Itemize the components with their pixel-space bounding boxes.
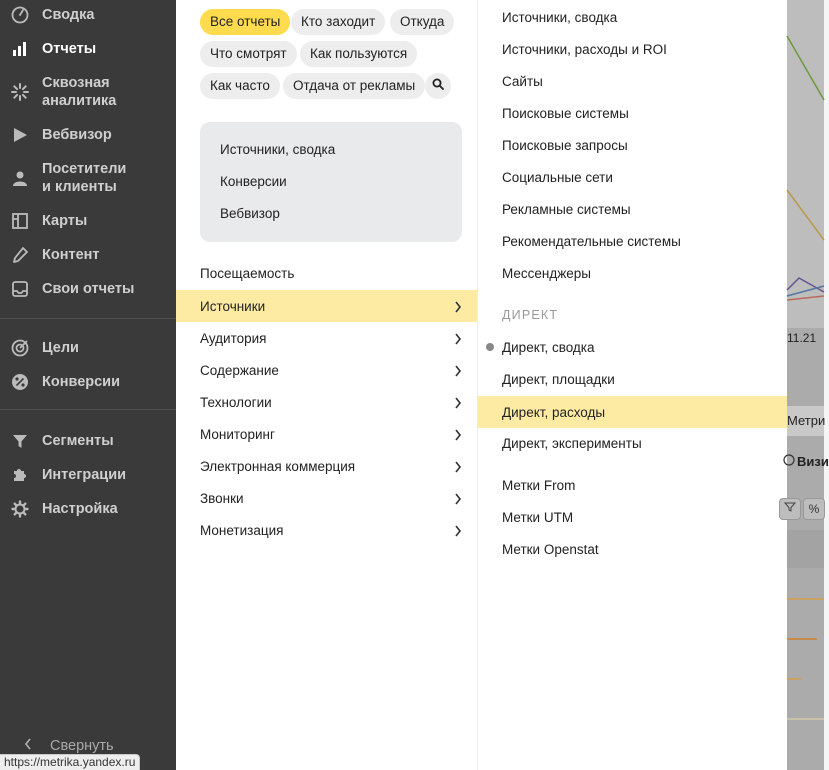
- report-link[interactable]: [478, 225, 788, 257]
- report-label: Директ, расходы: [502, 404, 606, 420]
- sidebar-item-label: Конверсии: [42, 374, 121, 390]
- category-label: Электронная коммерция: [200, 458, 356, 474]
- sidebar-item-label: Сквозная аналитика: [42, 75, 117, 109]
- favorite-item[interactable]: Источники, сводка: [220, 142, 336, 157]
- category-label: Посещаемость: [200, 265, 295, 281]
- report-link[interactable]: [478, 193, 788, 225]
- sidebar-divider: [0, 409, 176, 410]
- category-technologies[interactable]: [176, 386, 477, 418]
- report-label: Поисковые запросы: [502, 137, 628, 153]
- report-link-direct-sites[interactable]: [478, 363, 788, 395]
- report-link[interactable]: [478, 129, 788, 161]
- sidebar-item-segments[interactable]: [0, 431, 176, 451]
- report-link-tags-utm[interactable]: [478, 501, 788, 533]
- percent-icon: [10, 372, 30, 392]
- puzzle-icon: [10, 465, 30, 485]
- chevron-right-icon: [454, 396, 462, 414]
- report-link-direct-summary[interactable]: [478, 331, 788, 363]
- search-icon: [432, 73, 444, 99]
- sidebar-item-label: Интеграции: [42, 467, 127, 483]
- category-label: Технологии: [200, 394, 272, 410]
- background-row-bar: [787, 678, 801, 680]
- report-label: Директ, сводка: [502, 339, 595, 355]
- report-label: Директ, площадки: [502, 371, 615, 387]
- category-label: Содержание: [200, 362, 279, 378]
- chip-ad-return[interactable]: Отдача от рекламы: [283, 73, 425, 99]
- category-calls[interactable]: [176, 482, 477, 514]
- chip-how-often[interactable]: Как часто: [200, 73, 280, 99]
- sidebar-item-label: Посетители и клиенты: [42, 161, 127, 195]
- chevron-right-icon: [454, 524, 462, 542]
- collapse-label: Свернуть: [50, 738, 114, 754]
- category-monitoring[interactable]: [176, 418, 477, 450]
- report-link[interactable]: [478, 65, 788, 97]
- sidebar-item-label: Сводка: [42, 7, 95, 23]
- category-label: Мониторинг: [200, 426, 275, 442]
- chip-who-visits[interactable]: Кто заходит: [291, 9, 385, 35]
- category-label: Звонки: [200, 490, 244, 506]
- report-link[interactable]: [478, 97, 788, 129]
- pencil-icon: [10, 245, 30, 265]
- chevron-right-icon: [454, 460, 462, 478]
- funnel-icon: [779, 498, 801, 520]
- reports-menu-panel: [176, 0, 477, 770]
- category-audience[interactable]: [176, 322, 477, 354]
- gear-icon: [10, 499, 30, 519]
- report-link-tags-from[interactable]: [478, 469, 788, 501]
- chevron-right-icon: [454, 428, 462, 446]
- sidebar-item-integrations[interactable]: [0, 465, 176, 485]
- sidebar-item-reports[interactable]: [0, 39, 176, 59]
- sidebar-item-visitors[interactable]: [0, 159, 176, 197]
- report-label: Сайты: [502, 73, 543, 89]
- report-link-direct-expenses[interactable]: [478, 396, 788, 428]
- background-row-bar: [787, 598, 824, 600]
- search-button[interactable]: [425, 73, 451, 99]
- user-icon: [10, 168, 30, 188]
- report-link[interactable]: [478, 161, 788, 193]
- play-icon: [10, 125, 30, 145]
- chip-all-reports[interactable]: Все отчеты: [200, 9, 290, 35]
- report-background-overlay: [787, 0, 829, 770]
- sidebar-item-end-to-end-analytics[interactable]: [0, 73, 176, 111]
- sidebar-item-label: Свои отчеты: [42, 281, 135, 297]
- report-label: Метки From: [502, 477, 576, 493]
- current-report-dot: [486, 343, 494, 351]
- sidebar-item-label: Цели: [42, 340, 79, 356]
- chip-where-from[interactable]: Откуда: [390, 9, 454, 35]
- report-label: Директ, эксперименты: [502, 435, 642, 451]
- report-label: Поисковые системы: [502, 105, 629, 121]
- target-icon: [10, 338, 30, 358]
- category-content[interactable]: [176, 354, 477, 386]
- chevron-right-icon: [454, 300, 462, 318]
- collapse-sidebar-button[interactable]: [24, 738, 114, 754]
- sidebar-item-label: Отчеты: [42, 41, 97, 57]
- chevron-left-icon: [24, 738, 32, 754]
- sidebar-item-webvisor[interactable]: [0, 125, 176, 145]
- category-label: Аудитория: [200, 330, 267, 346]
- report-label: Рекламные системы: [502, 201, 631, 217]
- inbox-icon: [10, 279, 30, 299]
- chip-how-they-use[interactable]: Как пользуются: [300, 41, 417, 67]
- sidebar-item-summary[interactable]: [0, 5, 176, 25]
- favorites-box: [200, 122, 462, 242]
- category-label: Монетизация: [200, 522, 284, 538]
- background-row-bar: [787, 638, 817, 640]
- report-link[interactable]: [478, 33, 788, 65]
- direct-section-header: ДИРЕКТ: [502, 308, 559, 322]
- report-link[interactable]: [478, 1, 788, 33]
- sidebar-item-label: Настройка: [42, 501, 118, 517]
- sidebar-divider: [0, 318, 176, 319]
- report-label: Рекомендательные системы: [502, 233, 681, 249]
- sidebar-item-settings[interactable]: [0, 499, 176, 519]
- sidebar-item-label: Сегменты: [42, 433, 114, 449]
- category-monetization[interactable]: [176, 514, 477, 546]
- report-label: Источники, расходы и ROI: [502, 41, 667, 57]
- sidebar: [0, 0, 176, 770]
- sidebar-item-maps[interactable]: [0, 211, 176, 231]
- category-ecommerce[interactable]: [176, 450, 477, 482]
- report-label: Метки Openstat: [502, 541, 599, 557]
- report-label: Социальные сети: [502, 169, 613, 185]
- category-label: Источники: [200, 298, 266, 314]
- background-visits-label: Визи: [797, 454, 829, 469]
- sidebar-item-content[interactable]: [0, 245, 176, 265]
- background-visits-header: [783, 454, 829, 469]
- sidebar-item-label: Карты: [42, 213, 88, 229]
- category-sources[interactable]: [176, 290, 477, 322]
- report-label: Метки UTM: [502, 509, 574, 525]
- favorite-item[interactable]: Вебвизор: [220, 206, 280, 221]
- sources-submenu-panel: [477, 0, 787, 770]
- background-row-bar: [787, 718, 824, 720]
- background-date-label: 11.21: [787, 331, 817, 345]
- status-bar-url: https://metrika.yandex.ru: [0, 754, 140, 770]
- category-traffic[interactable]: [176, 257, 477, 289]
- map-grid-icon: [10, 211, 30, 231]
- bar-chart-icon: [10, 39, 30, 59]
- favorite-item[interactable]: Конверсии: [220, 174, 287, 189]
- end-to-end-analytics-icon: [10, 82, 30, 102]
- report-label: Мессенджеры: [502, 265, 591, 281]
- report-link-direct-experiments[interactable]: [478, 427, 788, 459]
- report-label: Источники, сводка: [502, 9, 618, 25]
- filter-icon: [10, 431, 30, 451]
- chip-what-they-view[interactable]: Что смотрят: [200, 41, 297, 67]
- background-percent-button: %: [803, 498, 825, 520]
- sidebar-item-label: Контент: [42, 247, 100, 263]
- info-icon: [783, 454, 795, 469]
- sidebar-item-label: Вебвизор: [42, 127, 112, 143]
- chevron-right-icon: [454, 364, 462, 382]
- chevron-right-icon: [454, 332, 462, 350]
- sidebar-item-conversions[interactable]: [0, 372, 176, 392]
- sidebar-item-goals[interactable]: [0, 338, 176, 358]
- dashboard-gauge-icon: [10, 5, 30, 25]
- background-table-header: [787, 530, 824, 568]
- report-link[interactable]: [478, 257, 788, 289]
- sidebar-item-custom-reports[interactable]: [0, 279, 176, 299]
- background-metrics-tab: Метри: [787, 406, 824, 436]
- report-link-tags-openstat[interactable]: [478, 533, 788, 565]
- chevron-right-icon: [454, 492, 462, 510]
- background-chart: [787, 0, 824, 328]
